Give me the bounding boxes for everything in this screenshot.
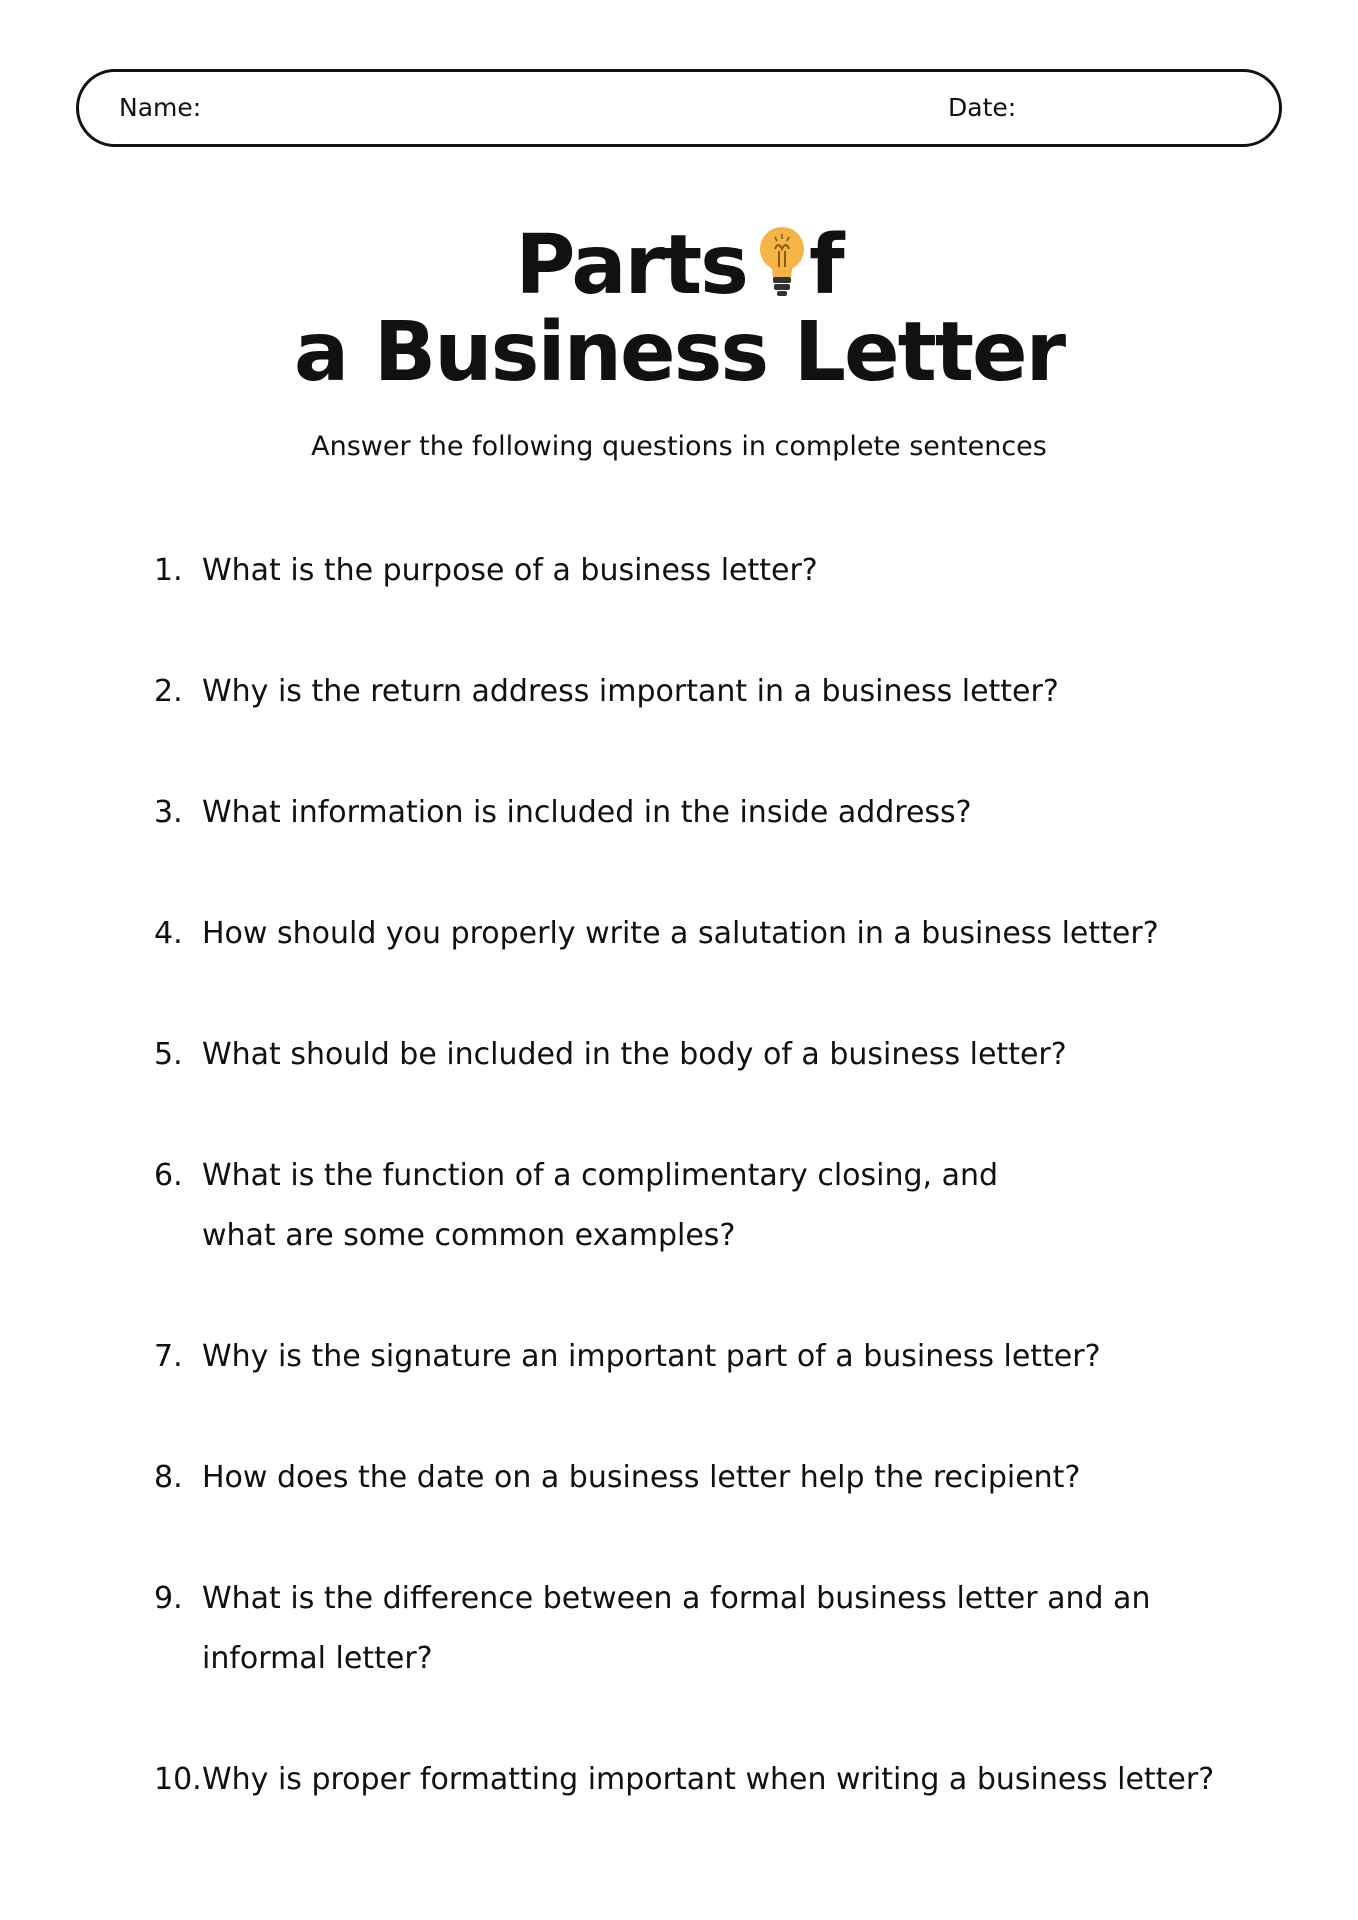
question-number: 10.	[154, 1762, 202, 1797]
question-item	[154, 783, 1304, 843]
question-item	[154, 1750, 1304, 1810]
question-text: Why is the signature an important part of a business letter?	[202, 1339, 1101, 1374]
page-title-line-2: a Business Letter	[293, 305, 1065, 400]
question-text: How does the date on a business letter help the recipient?	[202, 1460, 1081, 1495]
question-item	[154, 1448, 1304, 1508]
question-number: 7.	[154, 1339, 183, 1374]
question-text: What should be included in the body of a business letter?	[202, 1037, 1067, 1072]
question-number: 4.	[154, 916, 183, 951]
question-number: 9.	[154, 1581, 183, 1616]
question-item	[154, 1146, 1304, 1266]
question-number: 5.	[154, 1037, 183, 1072]
question-text: Why is the return address important in a business letter?	[202, 674, 1059, 709]
name-date-header	[76, 69, 1282, 147]
name-label: Name:	[119, 93, 202, 122]
question-text: What is the difference between a formal business letter and an informal letter?	[202, 1581, 1151, 1676]
question-item	[154, 662, 1304, 722]
question-item	[154, 1327, 1304, 1387]
date-label: Date:	[948, 93, 1017, 122]
question-item	[154, 904, 1304, 964]
instructions: Answer the following questions in complete sentences	[311, 431, 1047, 462]
question-text: How should you properly write a salutation in a business letter?	[202, 916, 1159, 951]
question-text: Why is proper formatting important when writing a business letter?	[202, 1762, 1215, 1797]
question-item	[154, 1569, 1304, 1689]
question-text: What is the function of a complimentary closing, and what are some common examples?	[202, 1158, 999, 1253]
question-number: 8.	[154, 1460, 183, 1495]
question-number: 3.	[154, 795, 183, 830]
question-item	[154, 541, 1304, 601]
question-text: What information is included in the inside address?	[202, 795, 972, 830]
question-number: 2.	[154, 674, 183, 709]
lightbulb-icon	[757, 225, 807, 297]
title-word-f: f	[809, 218, 843, 313]
question-item	[154, 1025, 1304, 1085]
question-number: 1.	[154, 553, 183, 588]
question-text: What is the purpose of a business letter?	[202, 553, 818, 588]
question-number: 6.	[154, 1158, 183, 1193]
page-title-line-1	[0, 218, 1358, 313]
title-word-parts: Parts	[515, 218, 747, 313]
